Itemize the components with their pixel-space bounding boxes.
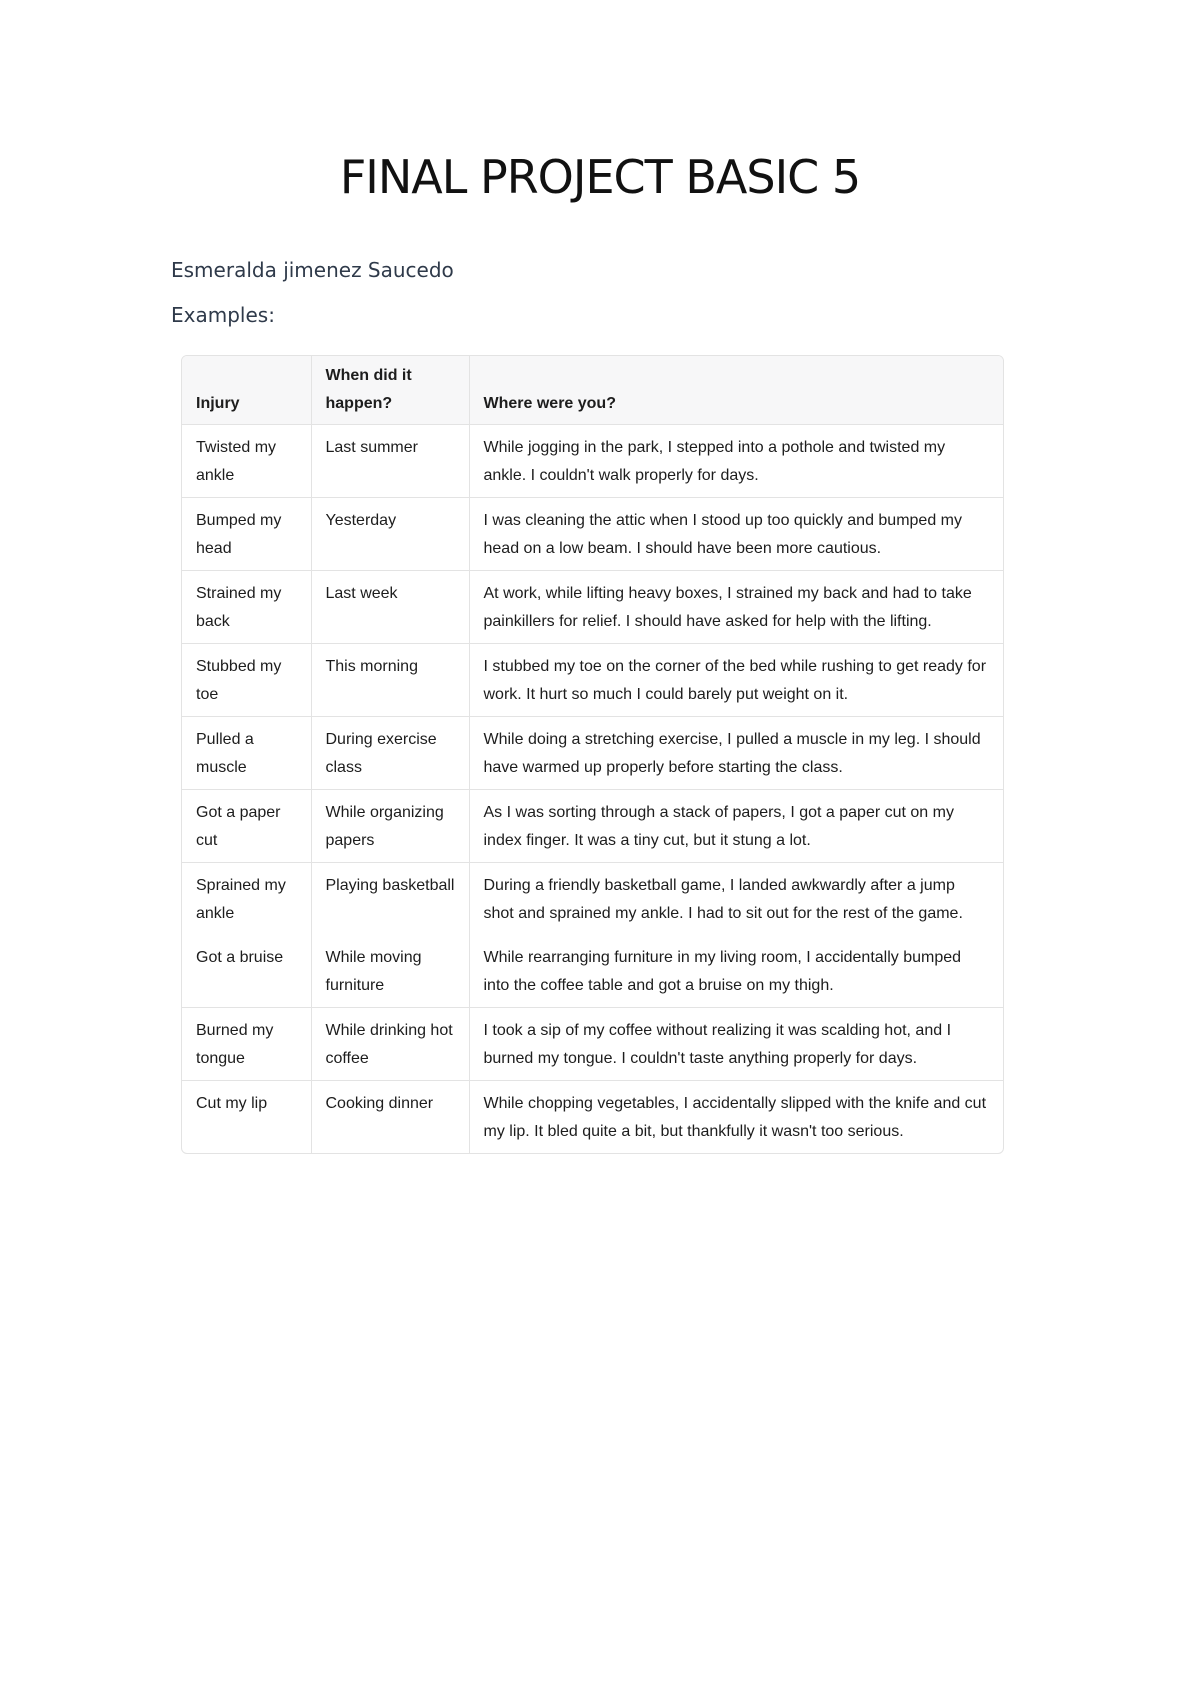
cell-injury: Burned my tongue: [182, 1008, 311, 1081]
table-row: [182, 425, 1003, 498]
cell-when: Last week: [311, 571, 469, 644]
injury-table: [182, 356, 1003, 1153]
cell-where: During a friendly basketball game, I landed awkwardly after a jump shot and sprained my ankle. I had to sit out for the rest of the game.: [469, 863, 1003, 936]
cell-injury: Got a bruise: [196, 949, 284, 966]
table-header-row: [182, 356, 1003, 425]
cell-where: I took a sip of my coffee without realizing it was scalding hot, and I burned my tongue. I couldn't taste anything properly for days.: [469, 1008, 1003, 1081]
table-row: [182, 863, 1003, 936]
cell-injury: Twisted my ankle: [182, 425, 311, 498]
cell-where: I stubbed my toe on the corner of the bed while rushing to get ready for work. It hurt so much I could barely put weight on it.: [469, 644, 1003, 717]
cell-when: During exercise class: [311, 717, 469, 790]
injury-table-container: [181, 355, 1004, 1154]
cell-when: While organizing papers: [311, 790, 469, 863]
cell-when: While moving furniture: [311, 935, 469, 1008]
table-row: [182, 1081, 1003, 1154]
cell-when: While drinking hot coffee: [311, 1008, 469, 1081]
cell-where: While chopping vegetables, I accidentally slipped with the knife and cut my lip. It bled quite a bit, but thankfully it wasn't too serious.: [469, 1081, 1003, 1154]
cell-injury: Bumped my head: [182, 498, 311, 571]
cell-where: While jogging in the park, I stepped into a pothole and twisted my ankle. I couldn't walk properly for days.: [469, 425, 1003, 498]
table-row: [182, 571, 1003, 644]
table-row: [182, 644, 1003, 717]
cell-where: While doing a stretching exercise, I pulled a muscle in my leg. I should have warmed up properly before starting the class.: [469, 717, 1003, 790]
header-where: Where were you?: [469, 356, 1003, 425]
cell-injury: Stubbed my toe: [182, 644, 311, 717]
author-name: Esmeralda jimenez Saucedo: [171, 258, 454, 282]
header-when: When did it happen?: [311, 356, 469, 425]
table-row: [182, 498, 1003, 571]
cell-when: Yesterday: [311, 498, 469, 571]
cell-where: At work, while lifting heavy boxes, I strained my back and had to take painkillers for relief. I should have asked for help with the lifting.: [469, 571, 1003, 644]
document-title: FINAL PROJECT BASIC 5: [339, 150, 861, 204]
cell-injury: Sprained my ankle: [182, 863, 311, 936]
cell-injury: Pulled a muscle: [182, 717, 311, 790]
table-row: [182, 717, 1003, 790]
table-row: [182, 1008, 1003, 1081]
cell-injury: Cut my lip: [182, 1081, 311, 1154]
cell-when: Cooking dinner: [311, 1081, 469, 1154]
cell-where: As I was sorting through a stack of papers, I got a paper cut on my index finger. It was a tiny cut, but it stung a lot.: [469, 790, 1003, 863]
table-row: [182, 935, 1003, 1008]
cell-injury: Got a paper cut: [182, 790, 311, 863]
cell-when: Playing basketball: [311, 863, 469, 936]
cell-where: While rearranging furniture in my living room, I accidentally bumped into the coffee table and got a bruise on my thigh.: [469, 935, 1003, 1008]
header-injury: Injury: [196, 395, 240, 412]
cell-injury: Strained my back: [182, 571, 311, 644]
cell-when: This morning: [311, 644, 469, 717]
cell-where: I was cleaning the attic when I stood up too quickly and bumped my head on a low beam. I should have been more cautious.: [469, 498, 1003, 571]
cell-when: Last summer: [311, 425, 469, 498]
table-row: [182, 790, 1003, 863]
examples-label: Examples:: [171, 303, 275, 327]
